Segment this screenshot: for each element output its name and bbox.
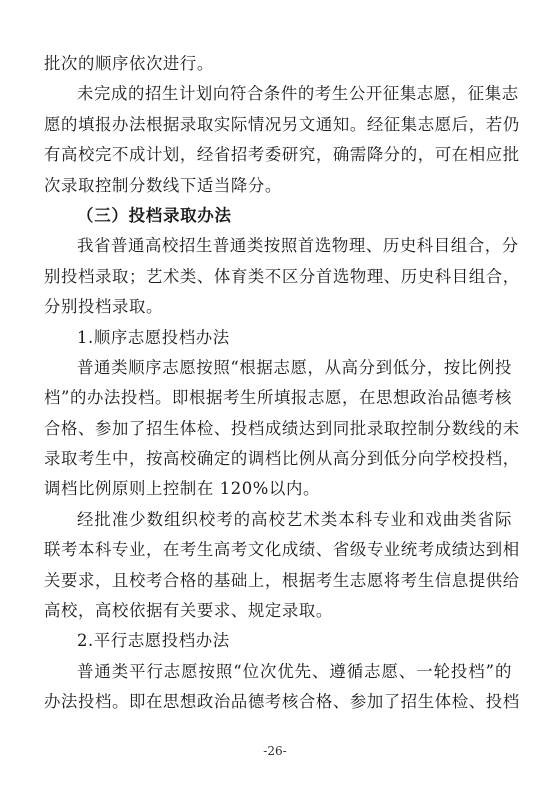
paragraph-line: 调档比例原则上控制在 120%以内。 bbox=[44, 479, 320, 499]
paragraph-line: 录取考生中，按高校确定的调档比例从高分到低分向学校投档， bbox=[44, 449, 520, 469]
paragraph-line: 分别投档录取。 bbox=[44, 297, 163, 317]
paragraph-line: 有高校完不成计划，经省招考委研究，确需降分的，可在相应批 bbox=[44, 145, 520, 165]
page-number: -26- bbox=[263, 744, 287, 758]
paragraph-line: 我省普通高校招生普通类按照首选物理、历史科目组合，分 bbox=[77, 236, 519, 256]
paragraph-line: 档”的办法投档。即根据考生所填报志愿，在思想政治品德考核 bbox=[44, 388, 512, 408]
paragraph-line: 别投档录取；艺术类、体育类不区分首选物理、历史科目组合， bbox=[44, 266, 520, 286]
document-body bbox=[44, 49, 520, 718]
paragraph-line: 次录取控制分数线下适当降分。 bbox=[44, 175, 282, 195]
paragraph-line: 普通类顺序志愿按照“根据志愿，从高分到低分，按比例投 bbox=[77, 357, 512, 377]
paragraph-line: 批次的顺序依次进行。 bbox=[44, 54, 214, 73]
paragraph-line: 办法投档。即在思想政治品德考核合格、参加了招生体检、投档 bbox=[44, 692, 520, 712]
paragraph-line: 高校，高校依据有关要求、规定录取。 bbox=[44, 601, 333, 621]
paragraph-line: 经批准少数组织校考的高校艺术类本科专业和戏曲类省际 bbox=[77, 509, 512, 529]
paragraph-line: 愿的填报办法根据录取实际情况另文通知。经征集志愿后，若仍 bbox=[44, 114, 520, 134]
paragraph-line: 关要求，且校考合格的基础上，根据考生志愿将考生信息提供给 bbox=[44, 570, 520, 590]
section-heading: （三）投档录取办法 bbox=[77, 205, 232, 225]
paragraph-line: 合格、参加了招生体检、投档成绩达到同批录取控制分数线的未 bbox=[44, 418, 520, 438]
paragraph-line: 未完成的招生计划向符合条件的考生公开征集志愿，征集志 bbox=[77, 84, 519, 104]
subsection-heading: 1.顺序志愿投档办法 bbox=[77, 327, 230, 347]
subsection-heading: 2.平行志愿投档办法 bbox=[77, 631, 230, 651]
paragraph-line: 联考本科专业，在考生高考文化成绩、省级专业统考成绩达到相 bbox=[44, 540, 520, 560]
paragraph-line: 普通类平行志愿按照“位次优先、遵循志愿、一轮投档”的 bbox=[77, 661, 512, 681]
